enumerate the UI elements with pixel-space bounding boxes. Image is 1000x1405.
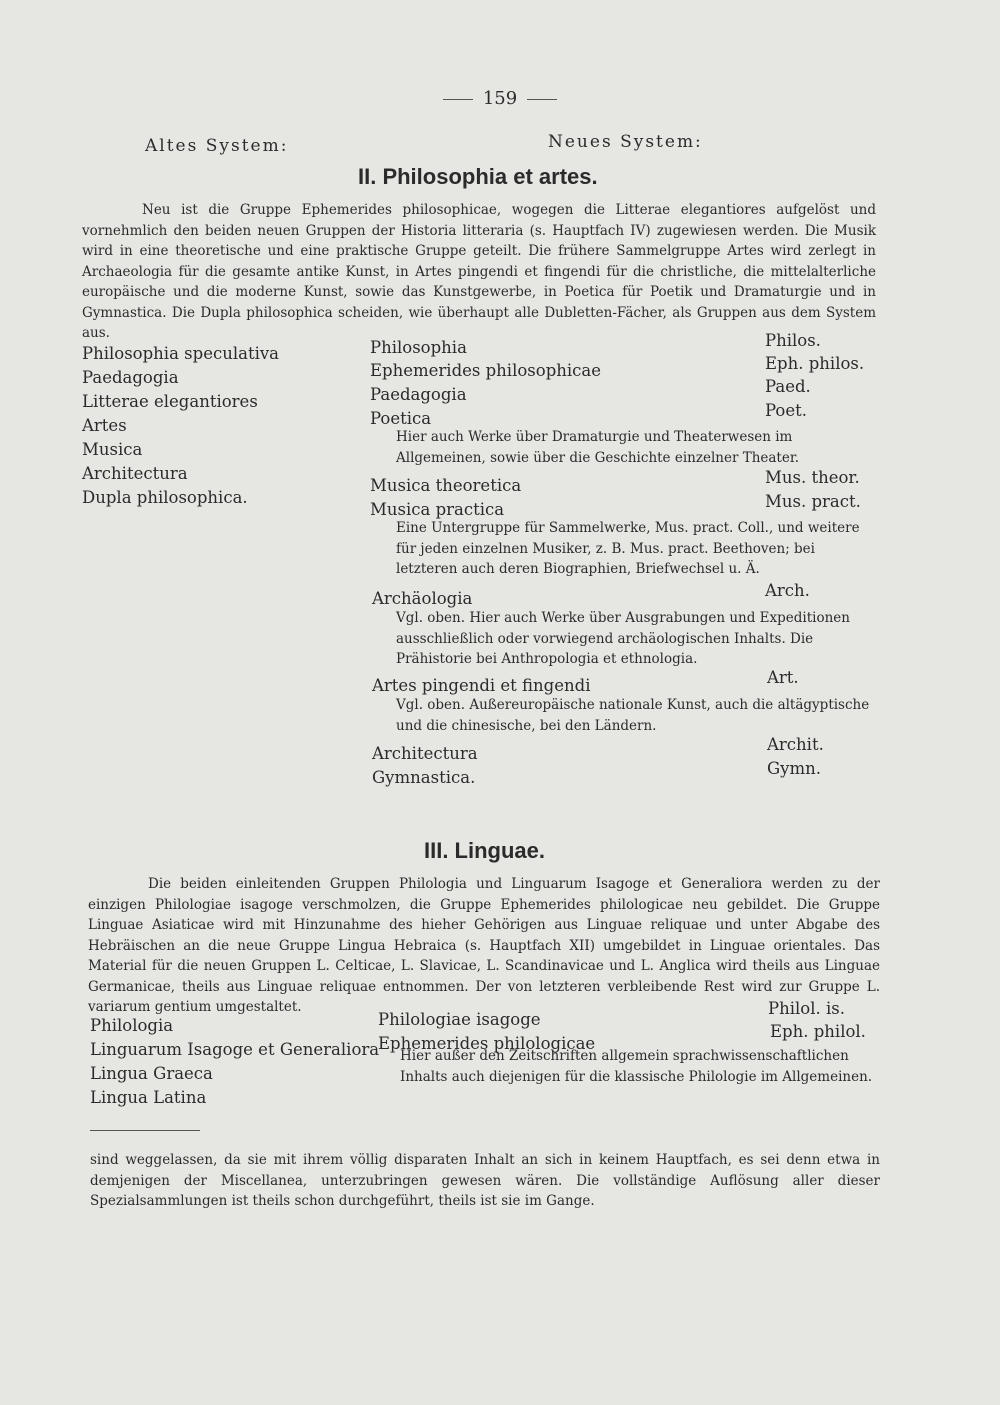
new-item-musica-practica: Musica practica — [370, 500, 505, 519]
abbr-gymnastica: Gymn. — [767, 759, 822, 778]
new-item-ephemerides-philologicae: Ephemerides philologicae — [378, 1034, 596, 1053]
old-item: Philologia — [90, 1016, 174, 1035]
abbr-ephemerides-philologicae: Eph. philol. — [770, 1022, 866, 1041]
abbr-artes: Art. — [767, 668, 799, 687]
section-title-philosophia: II. Philosophia et artes. — [358, 164, 598, 189]
abbr-musica-practica: Mus. pract. — [765, 492, 861, 511]
header-old-system: Altes System: — [145, 136, 289, 156]
old-item: Lingua Latina — [90, 1088, 207, 1107]
footnote: sind weggelassen, da sie mit ihrem völlig disparaten Inhalt an sich in keinem Hauptfach, es sei denn etwa in demjenigen der Miscellanea, unterzubringen gewesen wären. Die vollständige Auflösung aller dieser Spezialsammlungen ist theils schon durchgeführt, theils ist sie im Gange. — [90, 1152, 880, 1209]
note-ephemerides-philologicae: Hier außer den Zeitschriften allgemein sprachwissenschaftlichen Inhalts auch diejenigen für die klassische Philologie im Allgemeinen. — [400, 1048, 873, 1085]
old-item: Dupla philosophica. — [82, 488, 248, 507]
abbr-archaeologia: Arch. — [765, 581, 810, 600]
old-item: Linguarum Isagoge et Generaliora — [90, 1040, 380, 1059]
section2-intro-text: Neu ist die Gruppe Ephemerides philosophicae, wogegen die Litterae elegantiores aufgelöst und vornehmlich den beiden neuen Gruppen der Historia litteraria (s. Hauptfach IV) zugewiesen werden. Die Musik wird in eine theoretische und eine praktische Gruppe geteilt. Die frühere Sammelgruppe Artes wird zerlegt in Archaeologia für die gesamte antike Kunst, in Artes pingendi et fingendi für die christliche, die mittelalterliche europäische und die moderne Kunst, sowie das Kunstgewerbe, in Poetica für Poetik und Dramaturgie und in Gymnastica. Die Dupla philosophica scheiden, wie überhaupt alle Dubletten-Fächer, als Gruppen aus dem System aus. — [82, 202, 876, 341]
new-item-gymnastica: Gymnastica. — [372, 768, 476, 787]
note-poetica: Hier auch Werke über Dramaturgie und Theaterwesen im Allgemeinen, sowie über die Geschichte einzelner Theater. — [396, 429, 800, 466]
old-item: Artes — [82, 416, 127, 435]
old-item: Paedagogia — [82, 368, 179, 387]
abbr-architectura: Archit. — [767, 735, 824, 754]
dash-left — [443, 99, 473, 100]
new-item-philologiae-isagoge: Philologiae isagoge — [378, 1010, 541, 1029]
new-item-archaeologia: Archäologia — [372, 589, 473, 608]
section3-intro — [88, 874, 880, 1018]
section2-old-list — [82, 342, 279, 510]
new-item-artes: Artes pingendi et fingendi — [372, 676, 591, 695]
section3-old-list — [90, 1014, 379, 1110]
old-item: Philosophia speculativa — [82, 344, 280, 363]
footnote-rule — [90, 1130, 200, 1131]
dash-right — [527, 99, 557, 100]
new-item-paedagogia: Paedagogia — [370, 385, 467, 404]
note-archaeologia: Vgl. oben. Hier auch Werke über Ausgrabungen und Expeditionen ausschließlich oder vorwiegend archäologischen Inhalts. Die Prähistorie bei Anthropologia et ethnologia. — [396, 610, 850, 667]
abbr-musica-theoretica: Mus. theor. — [765, 468, 860, 487]
section-title-linguae: III. Linguae. — [424, 838, 546, 863]
new-item-philosophia: Philosophia — [370, 338, 467, 357]
old-item: Musica — [82, 440, 143, 459]
page-number: 159 — [0, 88, 1000, 109]
new-item-poetica: Poetica — [370, 409, 432, 428]
abbr-paedagogia: Paed. — [765, 377, 811, 396]
abbr-ephemerides: Eph. philos. — [765, 354, 865, 373]
old-item: Litterae elegantiores — [82, 392, 258, 411]
note-artes: Vgl. oben. Außereuropäische nationale Kunst, auch die altägyptische und die chinesische, bei den Ländern. — [396, 697, 870, 734]
abbr-poetica: Poet. — [765, 401, 808, 420]
section2-intro — [82, 200, 876, 344]
header-new-system: Neues System: — [548, 132, 703, 152]
new-item-architectura: Architectura — [372, 744, 478, 763]
new-item-ephemerides: Ephemerides philosophicae — [370, 361, 601, 380]
abbr-philosophia: Philos. — [765, 331, 821, 350]
note-musica-practica: Eine Untergruppe für Sammelwerke, Mus. pract. Coll., und weitere für jeden einzelnen Musiker, z. B. Mus. pract. Beethoven; bei letzteren auch deren Biographien, Briefwechsel u. Ä. — [396, 520, 860, 577]
new-item-musica-theoretica: Musica theoretica — [370, 476, 522, 495]
section3-intro-text: Die beiden einleitenden Gruppen Philologia und Linguarum Isagoge et Generaliora werden zu der einzigen Philologiae isagoge verschmolzen, die Gruppe Ephemerides philologicae neu gebildet. Die Gruppe Linguae Asiaticae wird mit Hinzunahme des hieher Gehörigen aus Linguae reliquae und unter Abgabe des Hebräischen an die neue Gruppe Lingua Hebraica (s. Hauptfach XII) umgebildet in Linguae orientales. Das Material für die neuen Gruppen L. Celticae, L. Slavicae, L. Scandinavicae und L. Anglica wird theils aus Linguae Germanicae, theils aus Linguae reliquae entnommen. Der von letzteren verbleibende Rest wird zur Gruppe L. variarum gentium umgestaltet. — [88, 876, 880, 1015]
old-item: Lingua Graeca — [90, 1064, 213, 1083]
abbr-philologiae-isagoge: Philol. is. — [768, 999, 845, 1018]
old-item: Architectura — [82, 464, 188, 483]
